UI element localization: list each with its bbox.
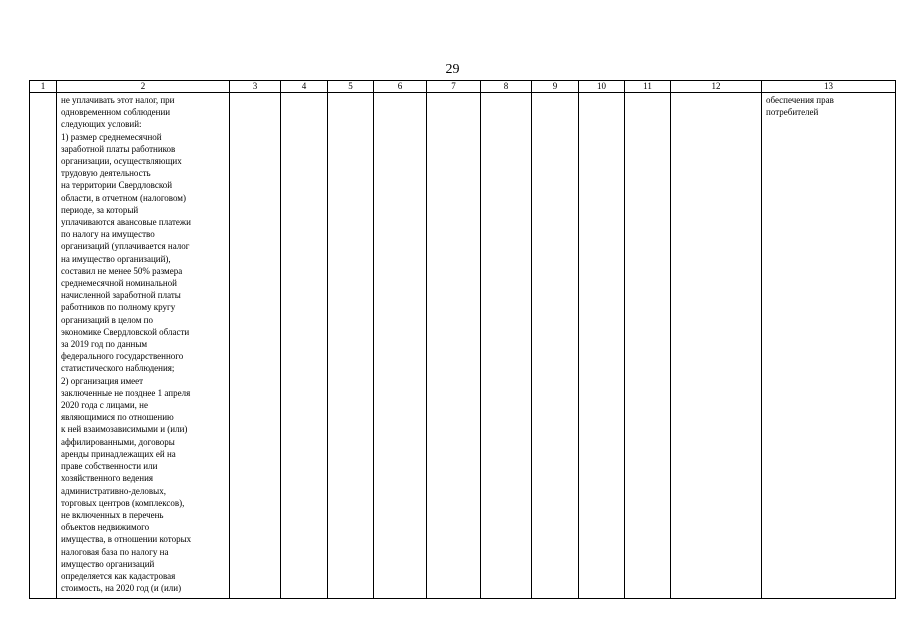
column-header-3: 3 bbox=[230, 81, 281, 93]
cell-col-6 bbox=[374, 93, 427, 599]
cell-col-2 bbox=[57, 93, 230, 599]
cell-col-4 bbox=[281, 93, 328, 599]
column-header-12: 12 bbox=[671, 81, 762, 93]
column-header-2: 2 bbox=[57, 81, 230, 93]
column-header-8: 8 bbox=[481, 81, 532, 93]
column-header-7: 7 bbox=[427, 81, 481, 93]
cell-col-10 bbox=[579, 93, 625, 599]
column-header-10: 10 bbox=[579, 81, 625, 93]
column-header-6: 6 bbox=[374, 81, 427, 93]
cell-col-8 bbox=[481, 93, 532, 599]
column-header-13: 13 bbox=[762, 81, 896, 93]
column-header-11: 11 bbox=[625, 81, 671, 93]
cell-col-3 bbox=[230, 93, 281, 599]
document-table bbox=[29, 80, 896, 599]
cell-col-11 bbox=[625, 93, 671, 599]
cell-col-5 bbox=[328, 93, 374, 599]
cell-col-7 bbox=[427, 93, 481, 599]
cell-col-9 bbox=[532, 93, 579, 599]
tax-conditions-text: не уплачивать этот налог, при одновременном соблюдении следующих условий: 1) размер среднемесячной заработной платы работников организации, осуществляющих трудовую деятельность на территории Свердловской области, в отчетном (налоговом) периоде, за который уплачиваются авансовые платежи по налогу на имущество организаций (уплачивается налог на имущество организаций), составил не менее 50% размера среднемесячной номинальной начисленной заработной платы работников по полному кругу организаций в целом по экономике Свердловской области за 2019 год по данным федерального государственного статистического наблюдения; 2) организация имеет заключенные не позднее 1 апреля 2020 года с лицами, не являющимися по отношению к ней взаимозависимыми и (или) аффилированными, договоры аренды принадлежащих ей на праве собственности или хозяйственного ведения административно-деловых, торговых центров (комплексов), не включенных в перечень объектов недвижимого имущества, в отношении которых налоговая база по налогу на имущество организаций определяется как кадастровая стоимость, на 2020 год (и (или) bbox=[61, 95, 192, 594]
goal-text: обеспечения прав потребителей bbox=[766, 95, 834, 118]
cell-col-13 bbox=[762, 93, 896, 599]
cell-col-12 bbox=[671, 93, 762, 599]
cell-col-1 bbox=[30, 93, 57, 599]
column-header-9: 9 bbox=[532, 81, 579, 93]
column-header-5: 5 bbox=[328, 81, 374, 93]
table-header-row bbox=[30, 81, 896, 93]
table-row bbox=[30, 93, 896, 599]
column-header-4: 4 bbox=[281, 81, 328, 93]
column-header-1: 1 bbox=[30, 81, 57, 93]
page-number: 29 bbox=[445, 62, 460, 77]
